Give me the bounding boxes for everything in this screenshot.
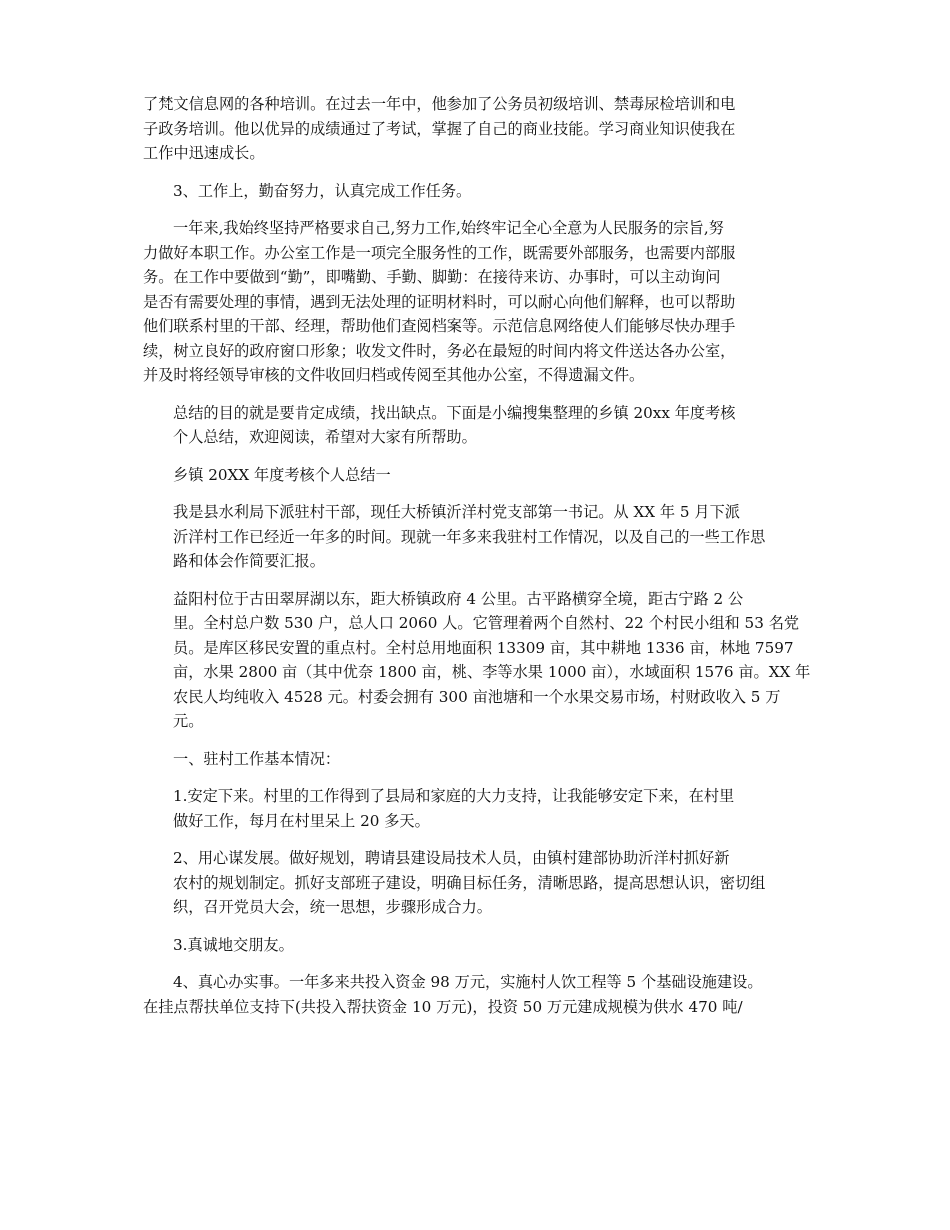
text-line: 是否有需要处理的事情，遇到无法处理的证明材料时，可以耐心向他们解释，也可以帮助 <box>143 292 736 311</box>
section-heading: 3、工作上，勤奋努力，认真完成工作任务。 <box>173 181 472 200</box>
paragraph-work-body <box>143 216 833 388</box>
document-body <box>143 92 833 1032</box>
paragraph-section-one <box>143 747 833 772</box>
text-line: 了梵文信息网的各种培训。在过去一年中，他参加了公务员初级培训、禁毒尿检培训和电 <box>143 95 736 113</box>
text-line: 织，召开党员大会，统一思想，步骤形成合力。 <box>173 898 492 916</box>
text-line: 在挂点帮扶单位支持下(共投入帮扶资金 10 万元)，投资 50 万元建成规模为供水 470 吨/ <box>143 997 743 1016</box>
section-title: 乡镇 20XX 年度考核个人总结一 <box>173 465 391 484</box>
paragraph-summary-purpose <box>143 401 833 450</box>
text-line: 一年来,我始终坚持严格要求自己,努力工作,始终牢记全心全意为人民服务的宗旨,努 <box>173 219 724 237</box>
section-heading: 一、驻村工作基本情况： <box>173 749 341 768</box>
text-line: 我是县水利局下派驻村干部，现任大桥镇沂洋村党支部第一书记。从 XX 年 5 月下派 <box>173 503 740 521</box>
text-line: 续，树立良好的政府窗口形象；收发文件时，务必在最短的时间内将文件送达各办公室， <box>143 341 736 360</box>
paragraph-item-2 <box>143 846 833 920</box>
text-line: 工作中迅速成长。 <box>143 144 265 162</box>
paragraph-title-one <box>143 463 833 488</box>
paragraph-item-3 <box>143 933 833 958</box>
paragraph-work-heading <box>143 179 833 204</box>
paragraph-intro <box>143 500 833 574</box>
text-line: 元。 <box>173 712 204 730</box>
text-line: 1.安定下来。村里的工作得到了县局和家庭的大力支持，让我能够安定下来，在村里 <box>173 787 735 805</box>
text-line: 农村的规划制定。抓好支部班子建设，明确目标任务，清晰思路，提高思想认识，密切组 <box>173 873 766 892</box>
text-line: 益阳村位于古田翠屏湖以东，距大桥镇政府 4 公里。古平路横穿全境，距古宁路 2 公 <box>173 589 744 608</box>
paragraph-village-info <box>143 587 833 734</box>
text-line: 员。是库区移民安置的重点村。全村总用地面积 13309 亩，其中耕地 1336 亩，林地 7597 <box>173 638 794 657</box>
text-line: 总结的目的就是要肯定成绩，找出缺点。下面是小编搜集整理的乡镇 20xx 年度考核 <box>173 403 736 422</box>
text-line: 做好工作，每月在村里呆上 20 多天。 <box>173 811 430 830</box>
text-line: 力做好本职工作。办公室工作是一项完全服务性的工作，既需要外部服务，也需要内部服 <box>143 243 736 262</box>
text-line: 里。全村总户数 530 户，总人口 2060 人。它管理着两个自然村、22 个村民小组和 53 名党 <box>173 614 800 632</box>
text-line: 3.真诚地交朋友。 <box>173 935 294 954</box>
text-line: 2、用心谋发展。做好规划，聘请县建设局技术人员，由镇村建部协助沂洋村抓好新 <box>173 849 730 867</box>
text-line: 个人总结，欢迎阅读，希望对大家有所帮助。 <box>173 428 477 446</box>
paragraph-item-1 <box>143 784 833 833</box>
paragraph-item-4 <box>143 970 833 1019</box>
text-line: 他们联系村里的干部、经理，帮助他们查阅档案等。示范信息网络使人们能够尽快办理手 <box>143 317 736 335</box>
text-line: 务。在工作中要做到“勤”，即嘴勤、手勤、脚勤：在接待来访、办事时，可以主动询问 <box>143 268 721 286</box>
paragraph-training <box>143 92 833 166</box>
text-line: 农民人均纯收入 4528 元。村委会拥有 300 亩池塘和一个水果交易市场，村财政收入 5 万 <box>173 687 781 706</box>
text-line: 并及时将经领导审核的文件收回归档或传阅至其他办公室，不得遗漏文件。 <box>143 366 645 384</box>
text-line: 亩，水果 2800 亩（其中优奈 1800 亩，桃、李等水果 1000 亩），水域面积 1576 亩。XX 年 <box>173 663 811 681</box>
text-line: 4、真心办实事。一年多来共投入资金 98 万元，实施村人饮工程等 5 个基础设施建设。 <box>173 973 763 991</box>
text-line: 沂洋村工作已经近一年多的时间。现就一年多来我驻村工作情况，以及自己的一些工作思 <box>173 527 766 546</box>
text-line: 路和体会作简要汇报。 <box>173 552 325 570</box>
text-line: 子政务培训。他以优异的成绩通过了考试，掌握了自己的商业技能。学习商业知识使我在 <box>143 119 736 138</box>
